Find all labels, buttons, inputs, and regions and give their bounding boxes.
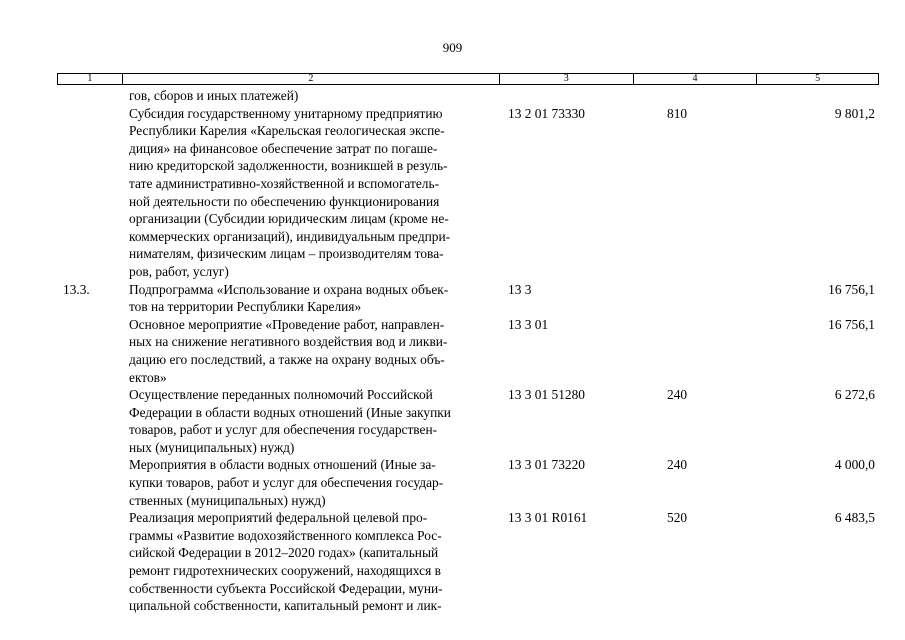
column-header-2: 2 <box>123 74 500 84</box>
row-description <box>129 316 499 386</box>
description-line: Республики Карелия «Карельская геологическая экспе- <box>129 123 445 139</box>
description-line: диция» на финансовое обеспечение затрат по погаше- <box>129 140 438 156</box>
description-line: Федерации в области водных отношений (Иные закупки <box>129 404 451 420</box>
table-row <box>0 87 905 105</box>
description-line: нимателям, физическим лицам – производителям това- <box>129 246 444 262</box>
description-line: тате административно-хозяйственной и вспомогатель- <box>129 175 440 191</box>
description-line: сийской Федерации в 2012–2020 годах» (капитальный <box>129 545 439 561</box>
row-code: 13 3 <box>508 281 532 297</box>
description-line: Осуществление переданных полномочий Российской <box>129 387 433 403</box>
row-expense-type: 240 <box>667 457 688 473</box>
table-row <box>0 386 905 456</box>
row-expense-type: 810 <box>667 105 688 121</box>
description-line: организации (Субсидии юридическим лицам (кроме не- <box>129 211 449 227</box>
description-line: нию кредиторской задолженности, возникшей в резуль- <box>129 158 448 174</box>
column-header-5: 5 <box>815 73 821 84</box>
description-line: ственных (муниципальных) нужд) <box>129 492 326 508</box>
row-description <box>129 509 499 615</box>
table-row <box>0 281 905 316</box>
description-line: ных на снижение негативного воздействия вод и ликви- <box>129 334 448 350</box>
description-line: Мероприятия в области водных отношений (Иные за- <box>129 457 436 473</box>
row-amount: 16 756,1 <box>828 281 875 297</box>
description-line: граммы «Развитие водохозяйственного комплекса Рос- <box>129 527 442 543</box>
description-line: коммерческих организаций), индивидуальным предпри- <box>129 228 451 244</box>
description-line: Реализация мероприятий федеральной целевой про- <box>129 510 428 526</box>
table-row <box>0 509 905 615</box>
row-amount: 16 756,1 <box>828 316 875 332</box>
description-line: ципальной собственности, капитальный ремонт и лик- <box>129 598 442 614</box>
description-line: товаров, работ и услуг для обеспечения государствен- <box>129 422 438 438</box>
table-row <box>0 456 905 509</box>
description-line: тов на территории Республики Карелия» <box>129 299 362 315</box>
description-line: ров, работ, услуг) <box>129 263 229 279</box>
row-amount: 9 801,2 <box>834 105 875 121</box>
row-expense-type: 520 <box>667 510 688 526</box>
page-number: 909 <box>442 40 463 55</box>
description-line: ремонт гидротехнических сооружений, находящихся в <box>129 563 441 579</box>
row-amount: 4 000,0 <box>834 457 875 473</box>
column-header-4: 4 <box>634 74 758 84</box>
column-header-3: 3 <box>500 74 634 84</box>
description-line: собственности субъекта Российской Федерации, муни- <box>129 580 443 596</box>
description-line: Подпрограмма «Использование и охрана водных объек- <box>129 281 449 297</box>
description-line: Субсидия государственному унитарному предприятию <box>129 105 443 121</box>
row-amount: 6 483,5 <box>834 510 875 526</box>
row-code: 13 3 01 73220 <box>508 457 585 473</box>
row-amount: 6 272,6 <box>834 387 875 403</box>
table-row <box>0 105 905 281</box>
row-number: 13.3. <box>63 281 90 297</box>
row-description <box>129 281 499 316</box>
row-description <box>129 105 499 281</box>
description-line: ных (муниципальных) нужд) <box>129 439 295 455</box>
description-line: дацию его последствий, а также на охрану водных объ- <box>129 351 445 367</box>
table-row <box>0 316 905 386</box>
row-code: 13 3 01 51280 <box>508 387 585 403</box>
description-line: ной деятельности по обеспечению функционирования <box>129 193 440 209</box>
row-description <box>129 456 499 509</box>
row-expense-type: 240 <box>667 387 688 403</box>
description-line: купки товаров, работ и услуг для обеспечения государ- <box>129 475 444 491</box>
description-line: Основное мероприятие «Проведение работ, направлен- <box>129 316 445 332</box>
table-header-row <box>57 73 879 85</box>
row-code: 13 3 01 <box>508 316 549 332</box>
row-description <box>129 386 499 456</box>
row-description <box>129 87 499 105</box>
description-line: гов, сборов и иных платежей) <box>129 88 299 103</box>
row-code: 13 3 01 R0161 <box>508 510 588 526</box>
description-line: ектов» <box>129 369 167 385</box>
row-code: 13 2 01 73330 <box>508 105 585 121</box>
table-body <box>0 87 905 615</box>
column-header-1: 1 <box>58 74 123 84</box>
